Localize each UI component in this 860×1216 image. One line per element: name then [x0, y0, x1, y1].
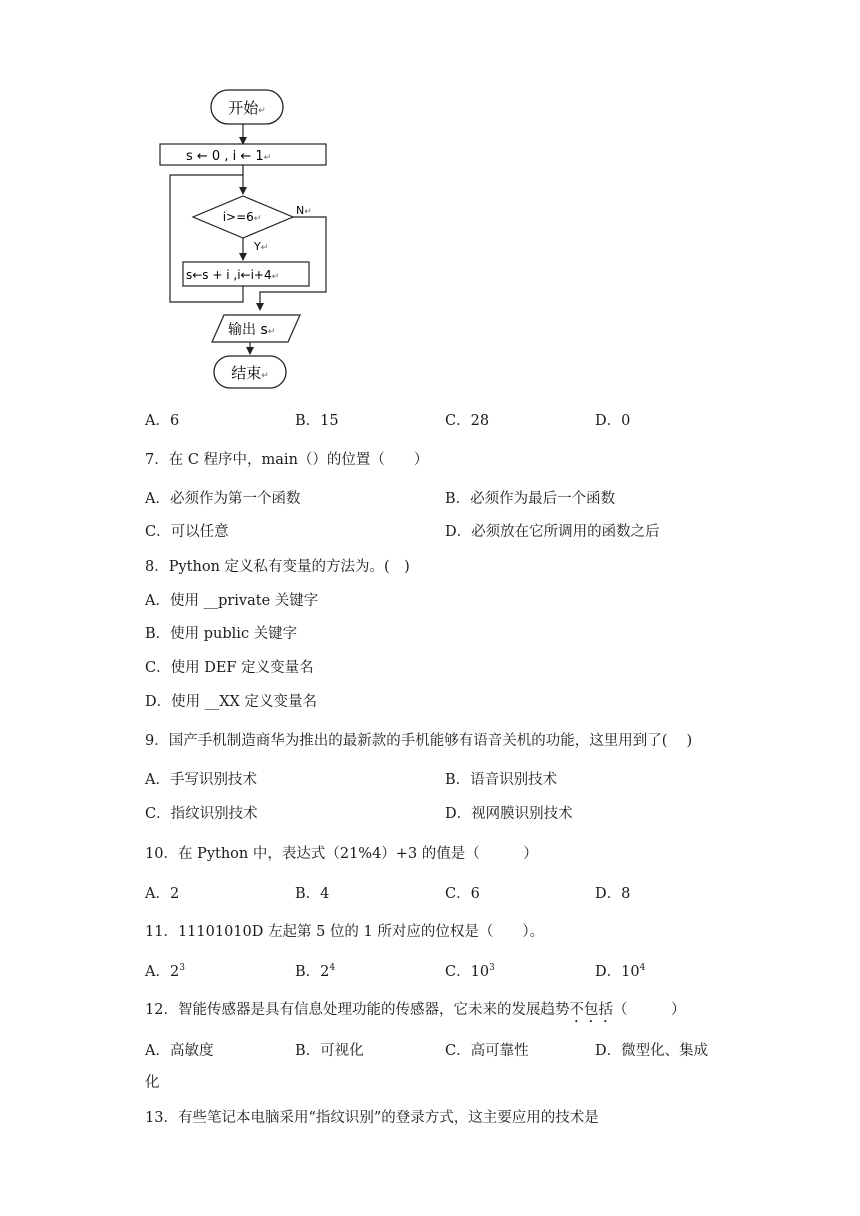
q10-option-a: A．2	[145, 886, 180, 902]
yes-label: Y↵	[254, 240, 269, 253]
q12-option-c: C．高可靠性	[445, 1043, 529, 1059]
q6-option-c: C．28	[445, 413, 490, 429]
q12-stem: 12．智能传感器是具有信息处理功能的传感器，它未来的发展趋势不包括（ ）	[145, 1002, 686, 1018]
q9-option-a: A．手写识别技术	[145, 772, 257, 788]
start-label: 开始↵	[228, 99, 266, 117]
q11-stem: 11．11101010D 左起第 5 位的 1 所对应的位权是（ ）。	[145, 924, 545, 940]
q9-option-b: B．语音识别技术	[445, 772, 558, 788]
q12-option-b: B．可视化	[295, 1043, 364, 1059]
q11-option-b: B．$2^4$	[295, 963, 336, 980]
emphasis-text: 不包括	[569, 1002, 613, 1018]
q9-option-d: D．视网膜识别技术	[445, 806, 573, 822]
init-label: s ← 0 , i ← 1↵	[186, 149, 272, 164]
q9-option-c: C．指纹识别技术	[145, 806, 258, 822]
q7-option-a: A．必须作为第一个函数	[145, 491, 301, 507]
q11-option-a: A．$2^3$	[145, 963, 185, 980]
q7-option-d: D．必须放在它所调用的函数之后	[445, 524, 660, 540]
q7-option-c: C．可以任意	[145, 524, 229, 540]
q10-option-c: C．6	[445, 886, 480, 902]
q10-option-d: D．8	[595, 886, 631, 902]
q8-option-c: C．使用 DEF 定义变量名	[145, 660, 314, 676]
condition-label: i>=6↵	[222, 210, 262, 224]
output-label: 输出 s↵	[228, 322, 276, 338]
q9-stem: 9．国产手机制造商华为推出的最新款的手机能够有语音关机的功能，这里用到了( )	[145, 733, 693, 749]
q11-option-c: C．$10^3$	[445, 963, 495, 980]
q6-option-a: A．6	[145, 413, 180, 429]
q11-option-d: D．$10^4$	[595, 963, 646, 980]
q12-option-d: D．微型化、集成	[595, 1043, 709, 1059]
q10-option-b: B．4	[295, 886, 330, 902]
q8-option-d: D．使用 __XX 定义变量名	[145, 694, 317, 710]
q7-stem: 7．在 C 程序中，main（）的位置（ ）	[145, 452, 429, 468]
q6-option-b: B．15	[295, 413, 339, 429]
q8-option-b: B．使用 public 关键字	[145, 626, 298, 642]
q10-stem: 10．在 Python 中，表达式（21%4）+3 的值是（ ）	[145, 846, 538, 862]
q13-stem: 13．有些笔记本电脑采用“指纹识别”的登录方式，这主要应用的技术是	[145, 1110, 599, 1126]
no-label: N↵	[296, 204, 312, 217]
q12-option-d-wrap: 化	[145, 1075, 160, 1091]
q12-option-a: A．高敏度	[145, 1043, 214, 1059]
process-label: s←s + i ,i←i+4↵	[186, 268, 280, 282]
q6-option-d: D．0	[595, 413, 631, 429]
flowchart	[150, 82, 340, 392]
q8-stem: 8．Python 定义私有变量的方法为。( )	[145, 559, 410, 575]
q7-option-b: B．必须作为最后一个函数	[445, 491, 616, 507]
end-label: 结束↵	[231, 364, 269, 382]
q8-option-a: A．使用 __private 关键字	[145, 593, 319, 609]
